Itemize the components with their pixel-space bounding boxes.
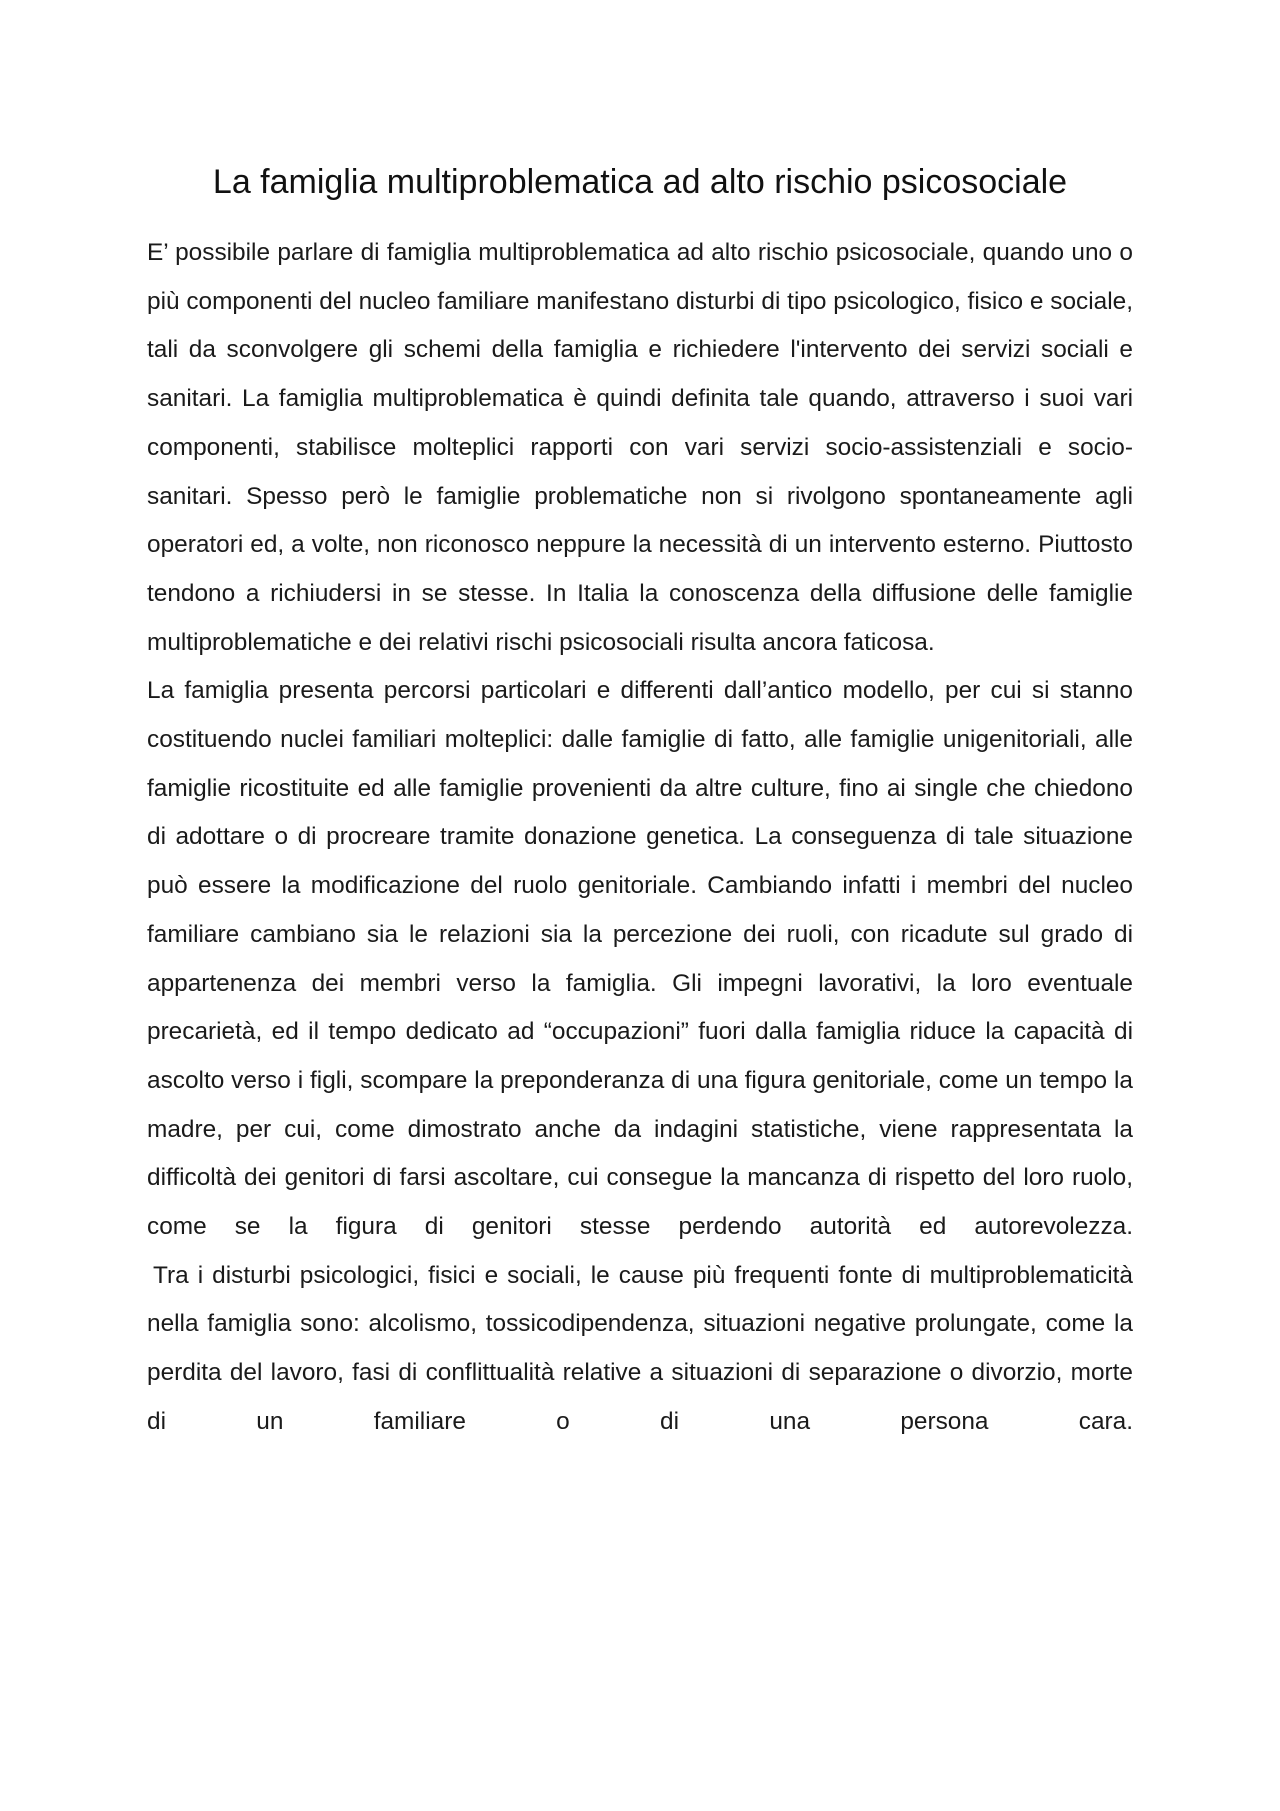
paragraph-family-models: La famiglia presenta percorsi particolari e differenti dall’antico modello, per cui si stanno costituendo nuclei familiari molteplici: dalle famiglie di fatto, alle famiglie unigenitoriali, alle famiglie ricostituite ed alle famiglie provenienti da altre culture, fino ai single che chiedono di adottare o di procreare tramite donazione genetica. La conseguenza di tale situazione può essere la modificazione del ruolo genitoriale. Cambiando infatti i membri del nucleo familiare cambiano sia le relazioni sia la percezione dei ruoli, con ricadute sul grado di appartenenza dei membri verso la famiglia. Gli impegni lavorativi, la loro eventuale precarietà, ed il tempo dedicato ad “occupazioni” fuori dalla famiglia riduce la capacità di ascolto verso i figli, scompare la preponderanza di una figura genitoriale, come un tempo la madre, per cui, come dimostrato anche da indagini statistiche, viene rappresentata la difficoltà dei genitori di farsi ascoltare, cui consegue la mancanza di rispetto del loro ruolo, come se la figura di genitori stesse perdendo autorità ed autorevolezza. xyxy=(147,677,1133,1241)
document-title: La famiglia multiproblematica ad alto rischio psicosociale xyxy=(212,163,1068,201)
paragraph-causes: Tra i disturbi psicologici, fisici e sociali, le cause più frequenti fonte di multiproblematicità nella famiglia sono: alcolismo, tossicodipendenza, situazioni negative prolungate, come la perdita del lavoro, fasi di conflittualità relative a situazioni di separazione o divorzio, morte di un familiare o di una persona cara. xyxy=(147,1261,1133,1435)
paragraph-definition: E’ possibile parlare di famiglia multiproblematica ad alto rischio psicosociale, quando uno o più componenti del nucleo familiare manifestano disturbi di tipo psicologico, fisico e sociale, tali da sconvolgere gli schemi della famiglia e richiedere l'intervento dei servizi sociali e sanitari. La famiglia multiproblematica è quindi definita tale quando, attraverso i suoi vari componenti, stabilisce molteplici rapporti con vari servizi socio-assistenziali e socio-sanitari. Spesso però le famiglie problematiche non si rivolgono spontaneamente agli operatori ed, a volte, non riconosco neppure la necessità di un intervento esterno. Piuttosto tendono a richiudersi in se stesse. In Italia la conoscenza della diffusione delle famiglie multiproblematiche e dei relativi rischi psicosociali risulta ancora faticosa. xyxy=(147,239,1133,656)
document-body xyxy=(147,229,1133,1447)
